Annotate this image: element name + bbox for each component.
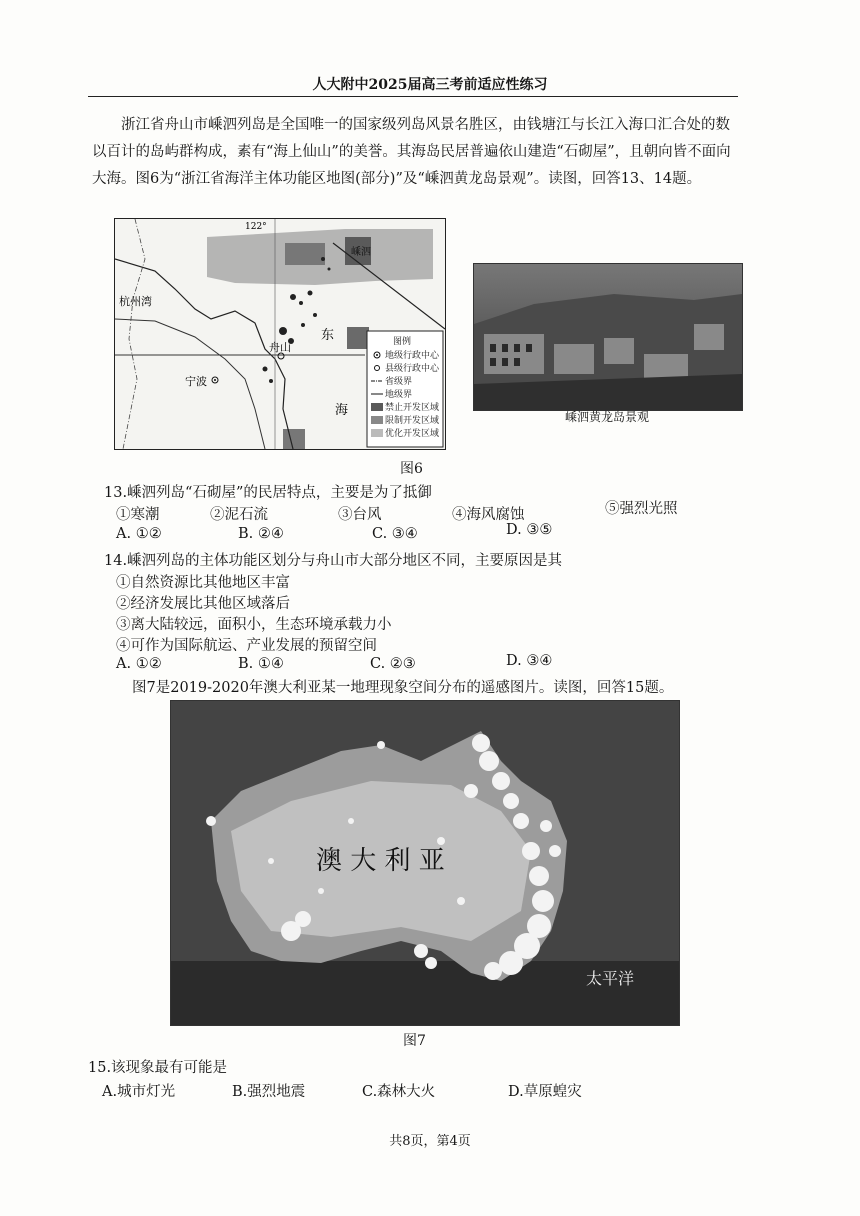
pacific-label: 太平洋: [586, 969, 635, 988]
restricted-zone-3: [283, 429, 305, 449]
legend-item: 省级界: [385, 377, 413, 387]
q13-item: ①寒潮: [116, 507, 160, 523]
question-15-stem: 15.该现象最有可能是: [88, 1060, 228, 1076]
q14-option-d[interactable]: D. ③④: [506, 653, 553, 669]
legend-item: 地级行政中心: [385, 351, 440, 361]
page-header: 人大附中2025届高三考前适应性练习: [312, 77, 548, 93]
q13-option-b[interactable]: B. ②④: [238, 526, 284, 542]
restricted-zone-2: [347, 327, 369, 349]
legend-item: 禁止开发区域: [385, 403, 440, 413]
q13-item: ③台风: [338, 507, 382, 523]
q15-option-a[interactable]: A.城市灯光: [102, 1084, 176, 1100]
q13-option-c[interactable]: C. ③④: [372, 526, 418, 542]
q14-item: ②经济发展比其他区域落后: [116, 596, 290, 612]
lon-label: 122°: [245, 222, 267, 232]
q14-item: ①自然资源比其他地区丰富: [116, 575, 290, 591]
figure7-intro: 图7是2019-2020年澳大利亚某一地理现象空间分布的遥感图片。读图，回答15题。: [132, 680, 674, 696]
figure7-caption: 图7: [403, 1033, 426, 1049]
legend-item: 地级界: [385, 390, 413, 400]
australia-remote-sensing-image: [170, 700, 680, 1026]
q13-option-a[interactable]: A. ①②: [116, 526, 162, 542]
australia-label: 澳 大 利 亚: [316, 846, 445, 876]
q14-item: ④可作为国际航运、产业发展的预留空间: [116, 638, 377, 654]
q14-option-b[interactable]: B. ①④: [238, 656, 284, 672]
zhoushan-label: 舟山: [269, 341, 291, 354]
intro-paragraph: 浙江省舟山市嵊泗列岛是全国唯一的国家级列岛风景名胜区，由钱塘江与长江入海口汇合处的数以百计的岛屿群构成，素有“海上仙山”的美誉。其海岛民居普遍依山建造“石砌屋”，且朝向皆不面向大海。图6为“浙江省海洋主体功能区地图(部分)”及“嵊泗黄龙岛景观”。读图，回答13、14题。: [92, 117, 731, 187]
zhejiang-function-zone-map: [114, 218, 446, 450]
page-footer: 共8页，第4页: [389, 1134, 471, 1149]
legend-title: 图例: [393, 337, 412, 347]
question-14-stem: 14.嵊泗列岛的主体功能区划分与舟山市大部分地区不同，主要原因是其: [104, 553, 563, 569]
q14-option-c[interactable]: C. ②③: [370, 656, 416, 672]
q14-option-a[interactable]: A. ①②: [116, 656, 162, 672]
ningbo-label: 宁波: [185, 375, 207, 388]
province-border: [123, 219, 145, 449]
question-13-stem: 13.嵊泗列岛“石砌屋”的民居特点，主要是为了抵御: [104, 485, 432, 501]
q13-item: ④海风腐蚀: [452, 507, 525, 523]
q14-item: ③离大陆较远，面积小，生态环境承载力小: [116, 617, 392, 633]
coastline: [115, 259, 293, 449]
hai-label: 海: [335, 403, 349, 418]
shengsi-label: 嵊泗: [351, 247, 371, 258]
legend-item: 县级行政中心: [385, 364, 440, 374]
map-legend: [367, 331, 443, 447]
photo-caption: 嵊泗黄龙岛景观: [564, 410, 649, 424]
figure6-caption: 图6: [400, 461, 423, 477]
map-svg: [115, 219, 445, 449]
hangzhou-bay-label: 杭州湾: [119, 295, 152, 308]
q13-option-d[interactable]: D. ③⑤: [506, 522, 553, 538]
q15-option-c[interactable]: C.森林大火: [362, 1084, 436, 1100]
legend-item: 限制开发区域: [385, 416, 440, 426]
huanglong-island-photo: [473, 263, 743, 411]
restricted-zone: [285, 243, 325, 265]
q15-option-b[interactable]: B.强烈地震: [232, 1084, 306, 1100]
q13-item: ②泥石流: [210, 507, 268, 523]
q13-item: ⑤强烈光照: [605, 501, 678, 517]
q15-option-d[interactable]: D.草原蝗灾: [508, 1084, 582, 1100]
legend-item: 优化开发区域: [385, 429, 440, 439]
header-divider: [88, 96, 738, 97]
dong-label: 东: [321, 328, 335, 343]
